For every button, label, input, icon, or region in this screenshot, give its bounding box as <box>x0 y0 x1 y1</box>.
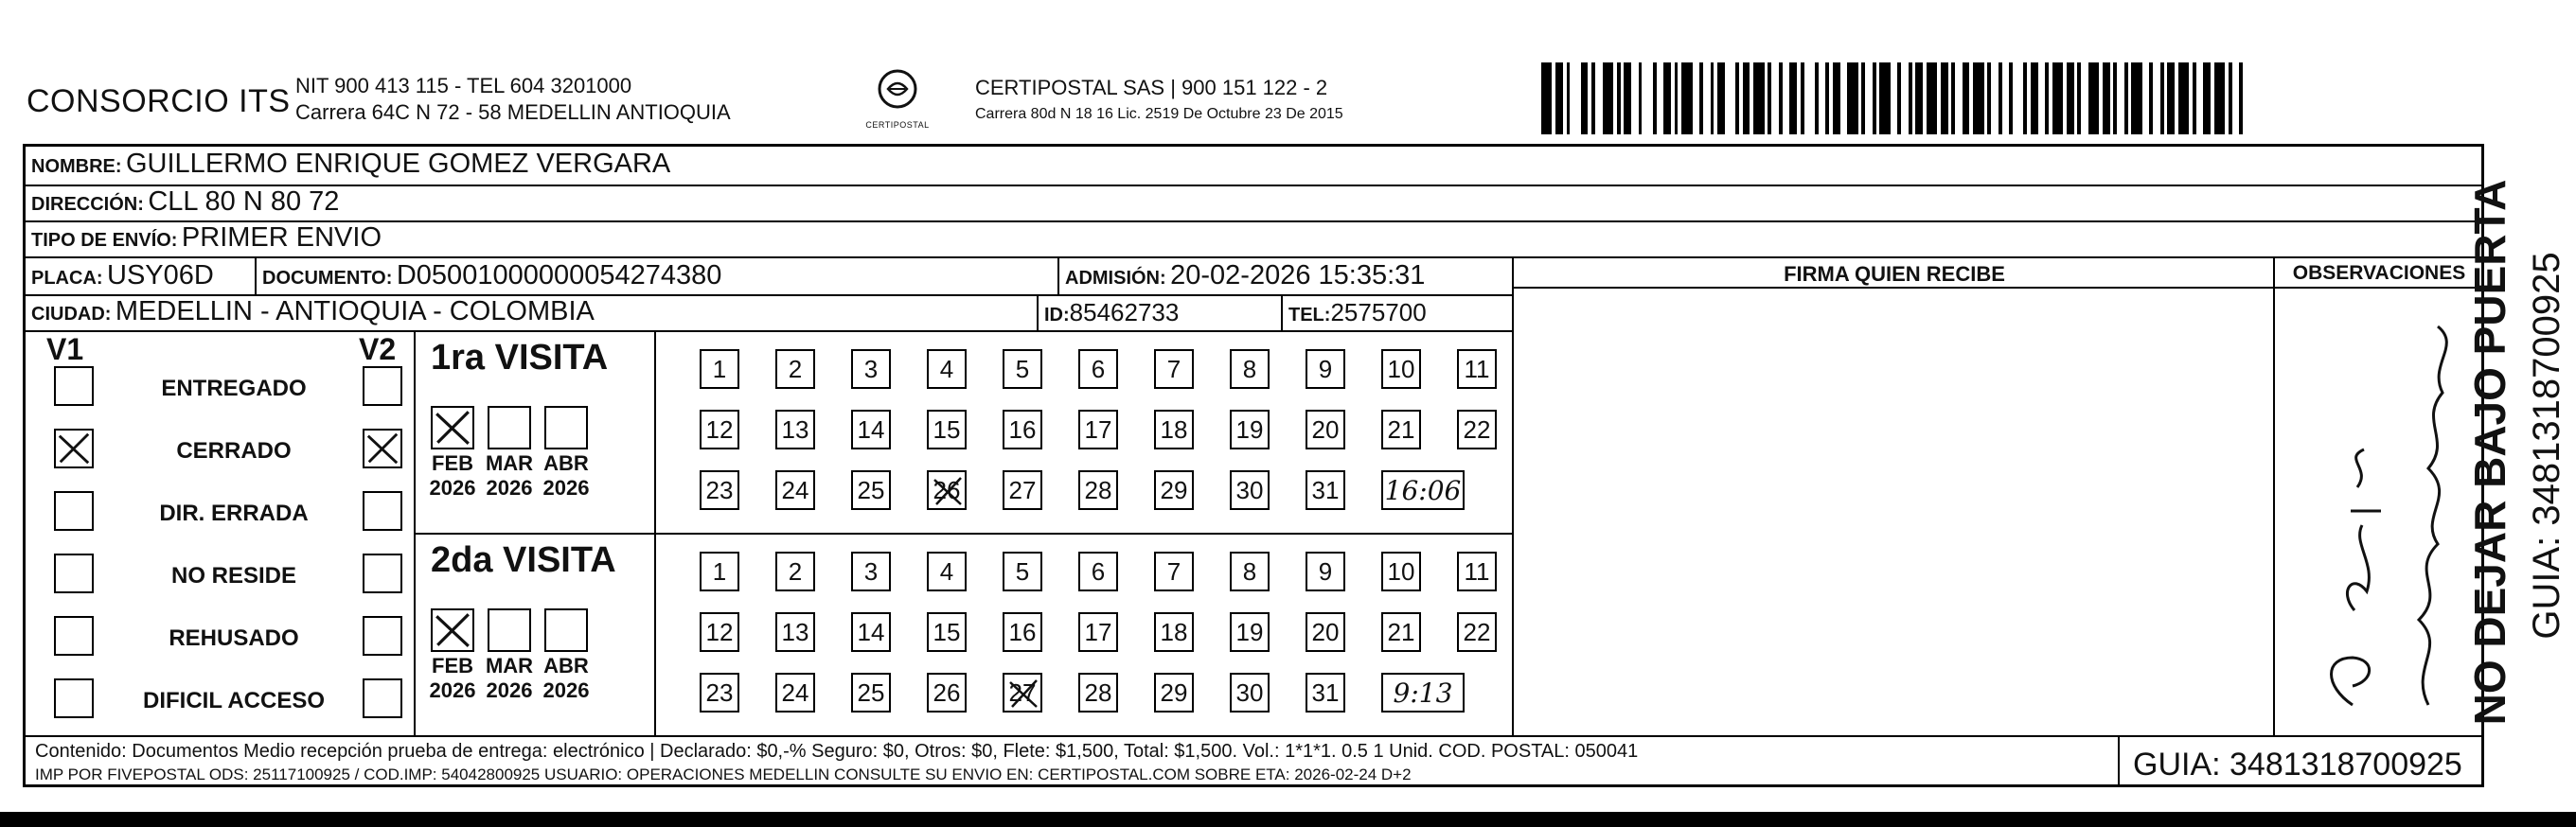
certipostal-logo <box>854 68 941 134</box>
tipo-value: PRIMER ENVIO <box>181 222 382 253</box>
day-box[interactable]: 15 <box>927 612 967 652</box>
observaciones-header: OBSERVACIONES <box>2292 262 2466 284</box>
v1-checkbox[interactable] <box>54 616 94 656</box>
day-box[interactable]: 17 <box>1078 612 1118 652</box>
day-box[interactable]: 12 <box>700 612 739 652</box>
month-checkbox[interactable] <box>544 406 588 449</box>
day-box[interactable]: 10 <box>1381 552 1421 591</box>
day-box[interactable]: 29 <box>1154 470 1194 510</box>
day-box[interactable]: 23 <box>700 470 739 510</box>
status-label: DIR. ERRADA <box>159 501 309 526</box>
month-checkbox[interactable] <box>431 608 474 652</box>
day-box[interactable]: 7 <box>1154 552 1194 591</box>
day-box[interactable]: 8 <box>1230 349 1270 389</box>
month-checkbox[interactable] <box>488 608 531 652</box>
bottom-border <box>0 812 2576 827</box>
direccion-row <box>31 186 339 218</box>
day-box[interactable]: 19 <box>1230 410 1270 449</box>
month-checkbox[interactable] <box>488 406 531 449</box>
day-box[interactable]: 18 <box>1154 410 1194 449</box>
day-box[interactable]: 30 <box>1230 470 1270 510</box>
certipostal-info: CERTIPOSTAL SAS | 900 151 122 - 2 <box>975 76 1328 99</box>
company-name: CONSORCIO ITS <box>27 83 291 119</box>
day-box[interactable]: 4 <box>927 349 967 389</box>
day-box[interactable]: 11 <box>1457 349 1497 389</box>
day-box[interactable]: 13 <box>775 612 815 652</box>
day-box[interactable]: 30 <box>1230 673 1270 713</box>
day-box[interactable]: 14 <box>851 612 891 652</box>
day-box[interactable]: 13 <box>775 410 815 449</box>
status-label: CERRADO <box>176 438 292 464</box>
certipostal-license: Carrera 80d N 18 16 Lic. 2519 De Octubre 23 De 2015 <box>975 106 1343 122</box>
v1-checkbox[interactable] <box>54 491 94 531</box>
day-box[interactable]: 28 <box>1078 673 1118 713</box>
day-box[interactable]: 6 <box>1078 552 1118 591</box>
nombre-row <box>31 149 670 180</box>
visit-title: 2da VISITA <box>431 540 616 580</box>
admision-label: ADMISIÓN: <box>1065 268 1166 289</box>
day-box[interactable]: 5 <box>1003 349 1042 389</box>
day-box[interactable]: 29 <box>1154 673 1194 713</box>
day-box[interactable]: 8 <box>1230 552 1270 591</box>
month-label: MAR 2026 <box>485 654 534 702</box>
day-box[interactable]: 6 <box>1078 349 1118 389</box>
tipo-label: TIPO DE ENVÍO: <box>31 230 178 251</box>
visit-time: 9:13 <box>1381 673 1465 713</box>
v1-header: V1 <box>46 332 84 366</box>
day-box[interactable]: 20 <box>1306 612 1345 652</box>
day-box[interactable]: 27 <box>1003 673 1042 713</box>
nombre-value: GUILLERMO ENRIQUE GOMEZ VERGARA <box>126 149 671 179</box>
v2-checkbox[interactable] <box>363 429 402 468</box>
day-box[interactable]: 17 <box>1078 410 1118 449</box>
ciudad-value: MEDELLIN - ANTIOQUIA - COLOMBIA <box>115 296 595 326</box>
tipo-row <box>31 222 382 254</box>
day-box[interactable]: 4 <box>927 552 967 591</box>
delivery-form <box>23 144 2484 787</box>
visit-time: 16:06 <box>1381 470 1465 510</box>
admision-cell <box>1065 260 1425 291</box>
day-box[interactable]: 2 <box>775 552 815 591</box>
id-label: ID: <box>1044 305 1070 326</box>
v2-checkbox[interactable] <box>363 678 402 718</box>
status-label: REHUSADO <box>169 625 299 651</box>
day-box[interactable]: 9 <box>1306 349 1345 389</box>
day-box[interactable]: 19 <box>1230 612 1270 652</box>
day-box[interactable]: 27 <box>1003 470 1042 510</box>
day-box[interactable]: 14 <box>851 410 891 449</box>
day-box[interactable]: 24 <box>775 673 815 713</box>
day-box[interactable]: 10 <box>1381 349 1421 389</box>
day-box[interactable]: 7 <box>1154 349 1194 389</box>
placa-cell <box>31 260 214 291</box>
company-address: Carrera 64C N 72 - 58 MEDELLIN ANTIOQUIA <box>295 100 731 124</box>
day-box[interactable]: 24 <box>775 470 815 510</box>
month-checkbox[interactable] <box>431 406 474 449</box>
documento-cell <box>262 260 721 291</box>
day-box[interactable]: 25 <box>851 470 891 510</box>
day-box[interactable]: 9 <box>1306 552 1345 591</box>
day-box[interactable]: 26 <box>927 470 967 510</box>
certipostal-logo-icon <box>877 68 918 110</box>
day-box[interactable]: 25 <box>851 673 891 713</box>
documento-label: DOCUMENTO: <box>262 268 393 289</box>
month-label: ABR 2026 <box>542 451 590 500</box>
day-box[interactable]: 21 <box>1381 612 1421 652</box>
visit-title: 1ra VISITA <box>431 338 609 378</box>
day-box[interactable]: 11 <box>1457 552 1497 591</box>
month-label: MAR 2026 <box>485 451 534 500</box>
placa-label: PLACA: <box>31 268 103 289</box>
v2-checkbox[interactable] <box>363 366 402 406</box>
v1-checkbox[interactable] <box>54 429 94 468</box>
placa-value: USY06D <box>107 260 214 290</box>
direccion-value: CLL 80 N 80 72 <box>148 186 340 217</box>
tel-label: TEL: <box>1288 305 1331 326</box>
day-box[interactable]: 21 <box>1381 410 1421 449</box>
id-cell <box>1044 298 1179 327</box>
month-label: FEB 2026 <box>429 654 476 702</box>
no-dejar-notice: NO DEJAR BAJO PUERTA <box>2465 179 2514 726</box>
nombre-label: NOMBRE: <box>31 156 122 177</box>
footer-content: Contenido: Documentos Medio recepción prueba de entrega: electrónico | Declarado: $0,-% Seguro: $0, Otros: $0, Flete: $1,500, Total: $1,500. Vol.: 1*1*1. 0.5 1 Unid. COD. POSTAL: 050041 <box>35 741 1639 762</box>
day-box[interactable]: 12 <box>700 410 739 449</box>
month-label: FEB 2026 <box>429 451 476 500</box>
day-box[interactable]: 31 <box>1306 470 1345 510</box>
day-box[interactable]: 22 <box>1457 410 1497 449</box>
day-box[interactable]: 31 <box>1306 673 1345 713</box>
id-value: 85462733 <box>1069 298 1180 326</box>
v2-checkbox[interactable] <box>363 554 402 593</box>
v2-checkbox[interactable] <box>363 491 402 531</box>
status-label: NO RESIDE <box>170 563 297 589</box>
day-box[interactable]: 16 <box>1003 410 1042 449</box>
status-label: DIFICIL ACCESO <box>142 688 325 713</box>
tel-value: 2575700 <box>1330 298 1427 326</box>
company-nit: NIT 900 413 115 - TEL 604 3201000 <box>295 74 632 97</box>
barcode <box>1541 62 2251 134</box>
day-box[interactable]: 15 <box>927 410 967 449</box>
v1-checkbox[interactable] <box>54 678 94 718</box>
day-box[interactable]: 20 <box>1306 410 1345 449</box>
month-checkbox[interactable] <box>544 608 588 652</box>
logo-text: CERTIPOSTAL <box>865 120 930 130</box>
firma-header: FIRMA QUIEN RECIBE <box>1784 262 2005 286</box>
observaciones-handwriting <box>2286 308 2476 724</box>
direccion-label: DIRECCIÓN: <box>31 194 144 215</box>
v2-checkbox[interactable] <box>363 616 402 656</box>
status-label: ENTREGADO <box>161 376 307 401</box>
documento-value: D05001000000054274380 <box>396 260 722 290</box>
v2-header: V2 <box>359 332 397 366</box>
day-box[interactable]: 5 <box>1003 552 1042 591</box>
month-label: ABR 2026 <box>542 654 590 702</box>
day-box[interactable]: 1 <box>700 552 739 591</box>
ciudad-label: CIUDAD: <box>31 304 112 325</box>
day-box[interactable]: 28 <box>1078 470 1118 510</box>
v1-checkbox[interactable] <box>54 366 94 406</box>
side-guia: GUIA: 3481318700925 <box>2526 252 2567 640</box>
footer-imp: IMP POR FIVEPOSTAL ODS: 25117100925 / COD.IMP: 54042800925 USUARIO: OPERACIONES MEDELLIN CONSULTE SU ENVIO EN: CERTIPOSTAL.COM SOBRE ETA: 2026-02-24 D+2 <box>35 765 1412 783</box>
day-box[interactable]: 3 <box>851 349 891 389</box>
day-box[interactable]: 26 <box>927 673 967 713</box>
day-box[interactable]: 3 <box>851 552 891 591</box>
day-box[interactable]: 22 <box>1457 612 1497 652</box>
v1-checkbox[interactable] <box>54 554 94 593</box>
day-box[interactable]: 16 <box>1003 612 1042 652</box>
ciudad-cell <box>31 296 595 327</box>
day-box[interactable]: 2 <box>775 349 815 389</box>
tel-cell <box>1288 298 1427 327</box>
day-box[interactable]: 1 <box>700 349 739 389</box>
day-box[interactable]: 18 <box>1154 612 1194 652</box>
admision-value: 20-02-2026 15:35:31 <box>1170 260 1426 290</box>
day-box[interactable]: 23 <box>700 673 739 713</box>
footer-guia: GUIA: 3481318700925 <box>2133 747 2462 783</box>
